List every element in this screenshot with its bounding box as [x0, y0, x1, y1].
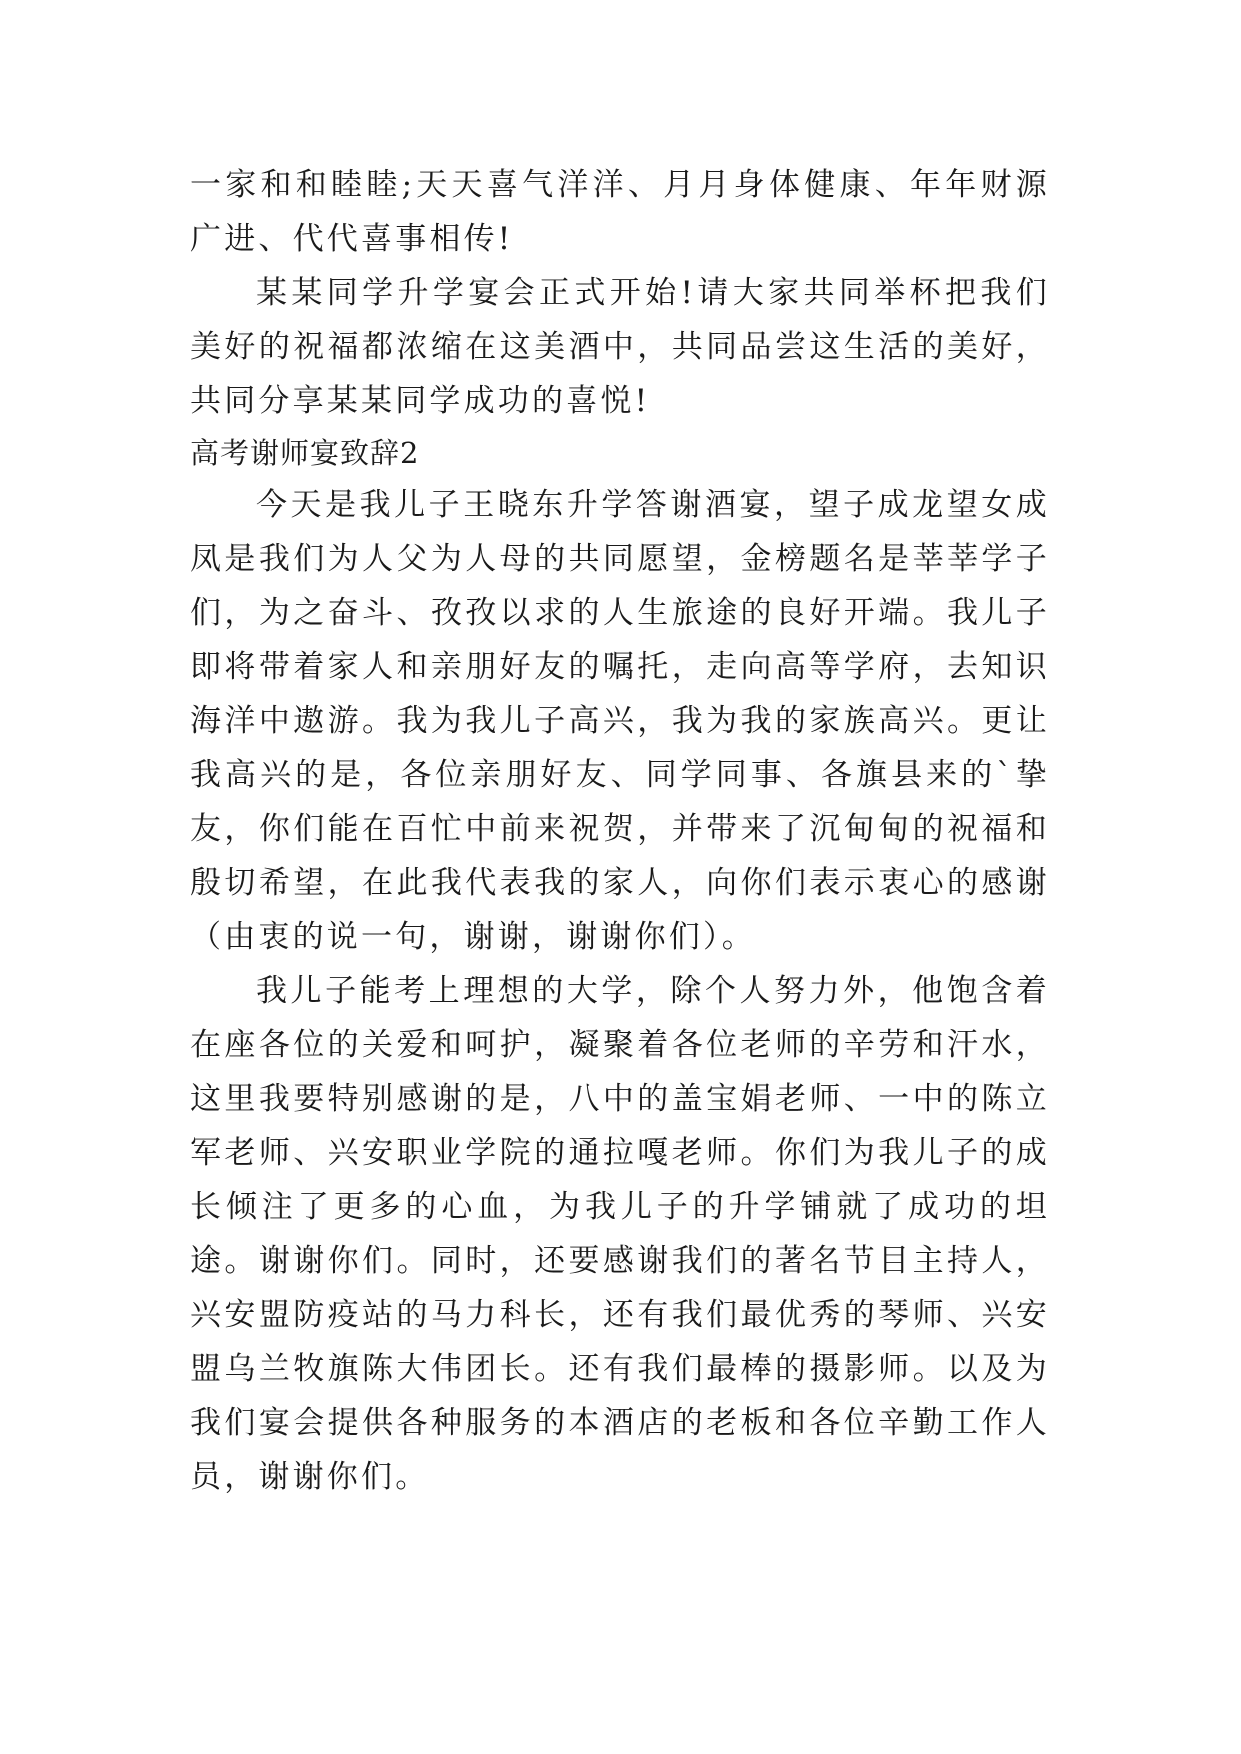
- paragraph-thanks-teachers: 我儿子能考上理想的大学，除个人努力外，他饱含着在座各位的关爱和呵护，凝聚着各位老师的辛劳和汗水，这里我要特别感谢的是，八中的盖宝娟老师、一中的陈立军老师、兴安职业学院的通拉嘎老师。你们为我儿子的成长倾注了更多的心血，为我儿子的升学铺就了成功的坦途。谢谢你们。同时，还要感谢我们的著名节目主持人，兴安盟防疫站的马力科长，还有我们最优秀的琴师、兴安盟乌兰牧旗陈大伟团长。还有我们最棒的摄影师。以及为我们宴会提供各种服务的本酒店的老板和各位辛勤工作人员，谢谢你们。: [190, 973, 1050, 1495]
- paragraph-thanks-guests: 今天是我儿子王晓东升学答谢酒宴，望子成龙望女成凤是我们为人父为人母的共同愿望，金榜题名是莘莘学子们，为之奋斗、孜孜以求的人生旅途的良好开端。我儿子即将带着家人和亲朋好友的嘱托，走向高等学府，去知识海洋中遨游。我为我儿子高兴，我为我的家族高兴。更让我高兴的是，各位亲朋好友、同学同事、各旗县来的`挚友，你们能在百忙中前来祝贺，并带来了沉甸甸的祝福和殷切希望，在此我代表我的家人，向你们表示衷心的感谢（由衷的说一句，谢谢，谢谢你们）。: [190, 487, 1050, 955]
- paragraph-banquet-start: 某某同学升学宴会正式开始!请大家共同举杯把我们美好的祝福都浓缩在这美酒中，共同品尝这生活的美好，共同分享某某同学成功的喜悦!: [190, 275, 1050, 419]
- document-body: [190, 158, 1050, 1504]
- paragraph-blessing-closing: 一家和和睦睦;天天喜气洋洋、月月身体健康、年年财源广进、代代喜事相传!: [190, 167, 1050, 257]
- section-heading: 高考谢师宴致辞2: [190, 436, 420, 470]
